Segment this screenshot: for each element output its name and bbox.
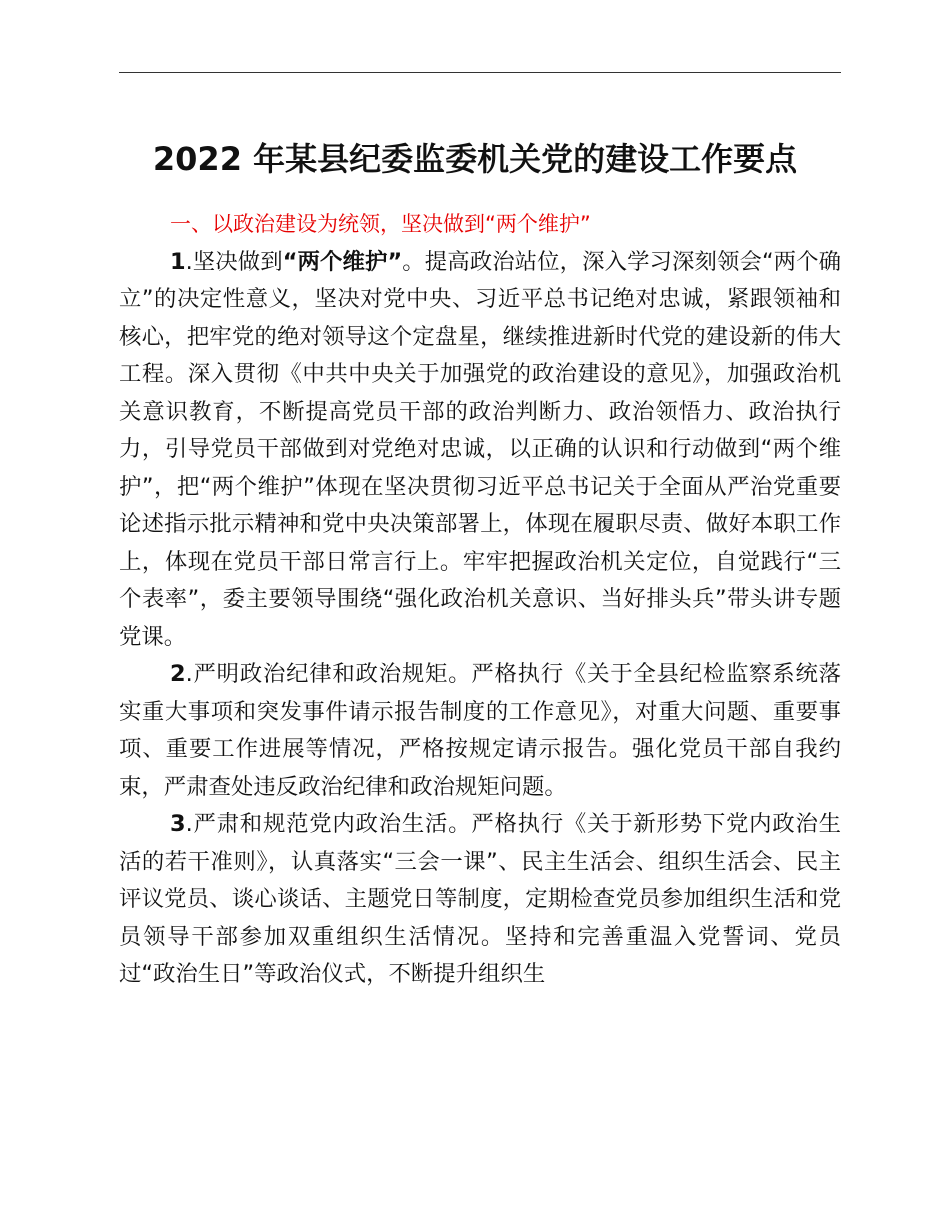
paragraph-item-3 [119,806,841,994]
item-separator: . [185,248,193,275]
item-body: 。提高政治站位，深入学习深刻领会“两个确立”的决定性意义，坚决对党中央、习近平总书记绝对忠诚，紧跟领袖和核心，把牢党的绝对领导这个定盘星，继续推进新时代党的建设新的伟大工程。深入贯彻《中共中央关于加强党的政治建设的意见》，加强政治机关意识教育，不断提高党员干部的政治判断力、政治领悟力、政治执行力，引导党员干部做到对党绝对忠诚，以正确的认识和行动做到“两个维护”，把“两个维护”体现在坚决贯彻习近平总书记关于全面从严治党重要论述指示批示精神和党中央决策部署上，体现在履职尽责、做好本职工作上，体现在党员干部日常言行上。牢牢把握政治机关定位，自觉践行“三个表率”，委主要领导围绕“强化政治机关意识、当好排头兵”带头讲专题党课。 [119,248,842,650]
paragraph-item-1 [119,244,841,657]
title-year: 2022 [152,140,242,178]
item-body: 严明政治纪律和政治规矩。严格执行《关于全县纪检监察系统落实重大事项和突发事件请示报告制度的工作意见》，对重大问题、重要事项、重要工作进展等情况，严格按规定请示报告。强化党员干部自我约束，严肃查处违反政治纪律和政治规矩问题。 [119,661,841,800]
item-number: 3 [170,811,186,837]
item-body: 严肃和规范党内政治生活。严格执行《关于新形势下党内政治生活的若干准则》，认真落实“三会一课”、民主生活会、组织生活会、民主评议党员、谈心谈话、主题党日等制度，定期检查党员参加组织生活和党员领导干部参加双重组织生活情况。坚持和完善重温入党誓词、党员过“政治生日”等政治仪式，不断提升组织生 [119,811,841,987]
item-separator: . [185,661,193,687]
item-lead-quote: “两个维护” [282,248,403,275]
header-rule [119,72,841,73]
document-title [0,132,950,186]
title-text: 年某县纪委监委机关党的建设工作要点 [241,140,798,178]
item-lead: 坚决做到 [192,248,283,275]
document-body [119,206,841,994]
item-number: 2 [170,661,186,687]
item-number: 1 [170,248,186,275]
item-separator: . [185,811,193,837]
section-heading: 一、以政治建设为统领，坚决做到“两个维护” [170,212,591,236]
paragraph-item-2 [119,656,841,806]
